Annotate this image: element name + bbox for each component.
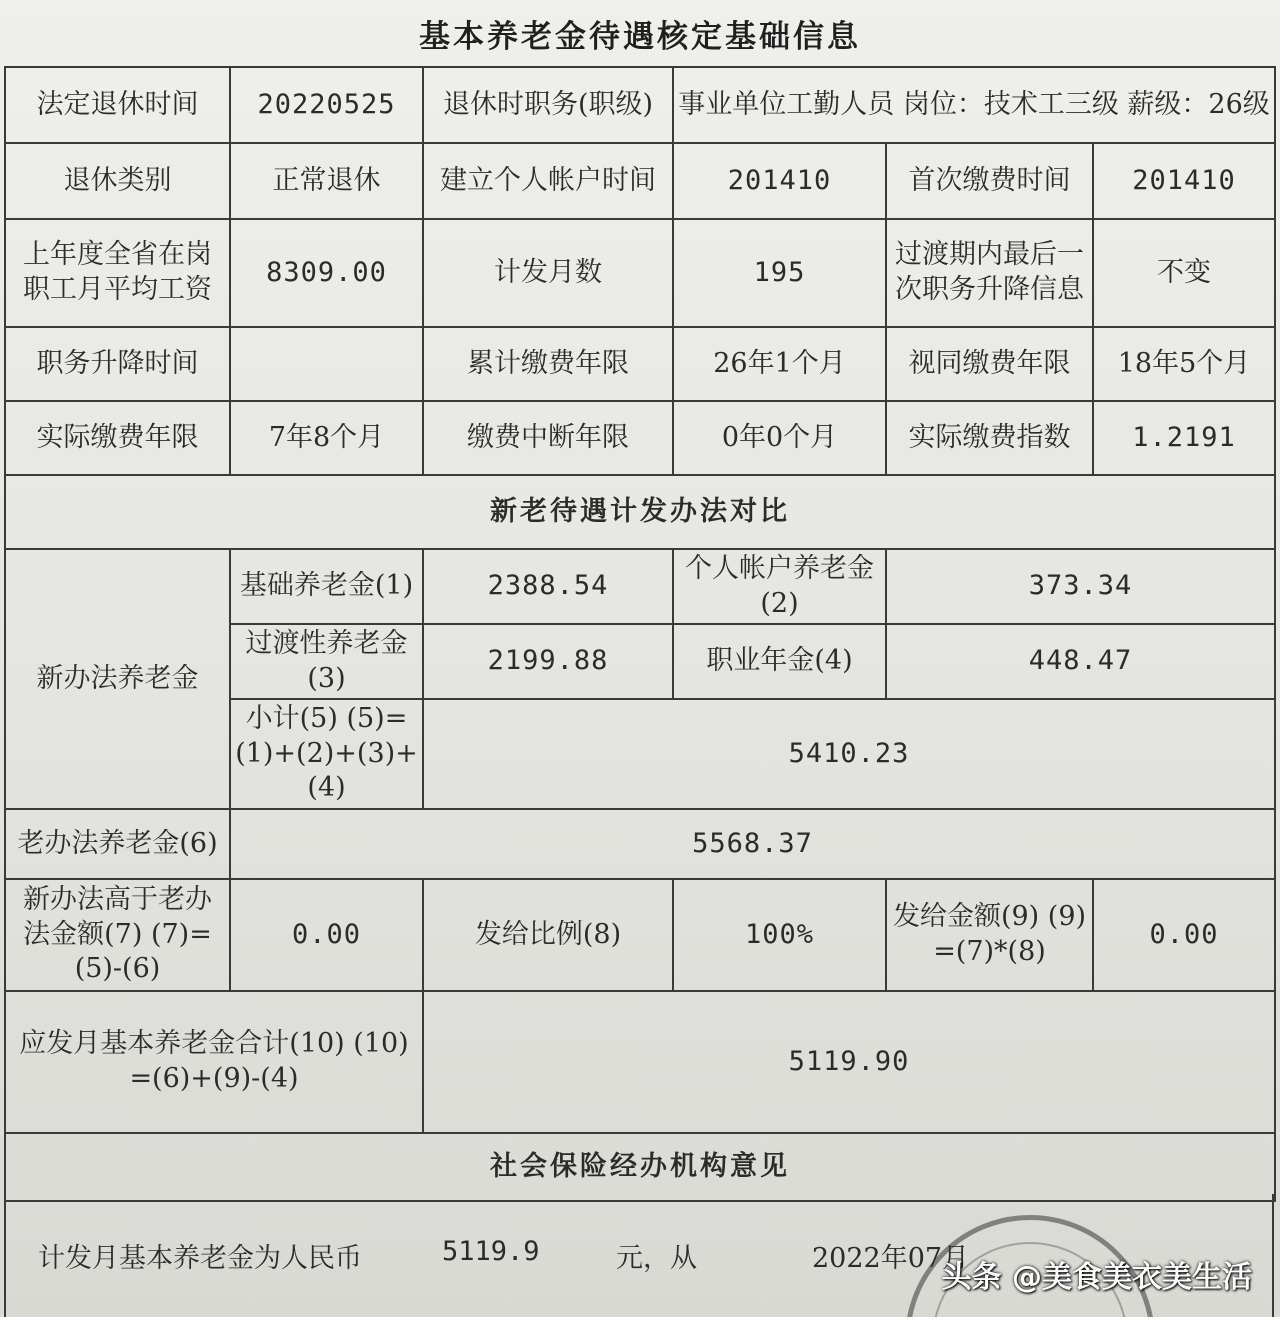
total-label: 应发月基本养老金合计(10) (10)=(6)+(9)-(4) xyxy=(5,991,423,1133)
position-value: 事业单位工勤人员 岗位：技术工三级 薪级：26级 xyxy=(673,67,1275,143)
account-time-value: 201410 xyxy=(673,143,886,219)
transition-info-label: 过渡期内最后一次职务升降信息 xyxy=(886,219,1093,327)
old-method-value: 5568.37 xyxy=(230,809,1275,879)
avg-wage-value: 8309.00 xyxy=(230,219,423,327)
old-method-label: 老办法养老金(6) xyxy=(5,809,230,879)
compare-section-title: 新老待遇计发办法对比 xyxy=(5,475,1275,549)
transitional-value: 2199.88 xyxy=(423,624,673,699)
actual-years-value: 7年8个月 xyxy=(230,401,423,475)
cumulative-label: 累计缴费年限 xyxy=(423,327,673,401)
table-row xyxy=(5,475,1275,549)
interrupt-value: 0年0个月 xyxy=(673,401,886,475)
grant-label: 发给金额(9) (9)=(7)*(8) xyxy=(886,879,1093,991)
deemed-value: 18年5个月 xyxy=(1093,327,1275,401)
grant-value: 0.00 xyxy=(1093,879,1275,991)
diff-value: 0.00 xyxy=(230,879,423,991)
cumulative-value: 26年1个月 xyxy=(673,327,886,401)
deemed-label: 视同缴费年限 xyxy=(886,327,1093,401)
personal-account-label: 个人帐户养老金(2) xyxy=(673,549,886,624)
basic-pension-label: 基础养老金(1) xyxy=(230,549,423,624)
table-row xyxy=(5,1133,1275,1201)
opinion-text-prefix: 计发月基本养老金为人民币 xyxy=(38,1243,362,1274)
legal-retire-time-label: 法定退休时间 xyxy=(5,67,230,143)
table-row xyxy=(5,991,1275,1133)
pension-info-table xyxy=(4,66,1276,1202)
basic-pension-value: 2388.54 xyxy=(423,549,673,624)
total-value: 5119.90 xyxy=(423,991,1275,1133)
watermark-text: 头条 @美食美衣美生活 xyxy=(941,1260,1252,1295)
personal-account-value: 373.34 xyxy=(886,549,1275,624)
new-method-label: 新办法养老金 xyxy=(5,549,230,809)
table-row xyxy=(5,219,1275,327)
subtotal-label: 小计(5) (5)=(1)+(2)+(3)+(4) xyxy=(230,699,423,809)
transition-info-value: 不变 xyxy=(1093,219,1275,327)
opinion-text-mid: 元，从 xyxy=(616,1243,697,1274)
diff-label: 新办法高于老办法金额(7) (7)=(5)-(6) xyxy=(5,879,230,991)
opinion-amount: 5119.9 xyxy=(442,1236,540,1267)
occupational-value: 448.47 xyxy=(886,624,1275,699)
table-row xyxy=(5,879,1275,991)
opinion-section-title: 社会保险经办机构意见 xyxy=(5,1133,1275,1201)
account-time-label: 建立个人帐户时间 xyxy=(423,143,673,219)
retire-type-label: 退休类别 xyxy=(5,143,230,219)
ratio-value: 100% xyxy=(673,879,886,991)
index-value: 1.2191 xyxy=(1093,401,1275,475)
table-row xyxy=(5,809,1275,879)
table-row xyxy=(5,549,1275,624)
table-row xyxy=(5,143,1275,219)
avg-wage-label: 上年度全省在岗职工月平均工资 xyxy=(5,219,230,327)
retire-type-value: 正常退休 xyxy=(230,143,423,219)
position-label: 退休时职务(职级) xyxy=(423,67,673,143)
opinion-date: 2022年07月 xyxy=(812,1243,970,1274)
promotion-time-label: 职务升降时间 xyxy=(5,327,230,401)
table-row xyxy=(5,401,1275,475)
table-row xyxy=(5,67,1275,143)
occupational-label: 职业年金(4) xyxy=(673,624,886,699)
first-pay-label: 首次缴费时间 xyxy=(886,143,1093,219)
first-pay-value: 201410 xyxy=(1093,143,1275,219)
subtotal-value: 5410.23 xyxy=(423,699,1275,809)
months-value: 195 xyxy=(673,219,886,327)
actual-years-label: 实际缴费年限 xyxy=(5,401,230,475)
promotion-time-value xyxy=(230,327,423,401)
transitional-label: 过渡性养老金(3) xyxy=(230,624,423,699)
index-label: 实际缴费指数 xyxy=(886,401,1093,475)
legal-retire-time-value: 20220525 xyxy=(230,67,423,143)
ratio-label: 发给比例(8) xyxy=(423,879,673,991)
form-title: 基本养老金待遇核定基础信息 xyxy=(419,18,861,55)
table-row xyxy=(5,327,1275,401)
interrupt-label: 缴费中断年限 xyxy=(423,401,673,475)
months-label: 计发月数 xyxy=(423,219,673,327)
